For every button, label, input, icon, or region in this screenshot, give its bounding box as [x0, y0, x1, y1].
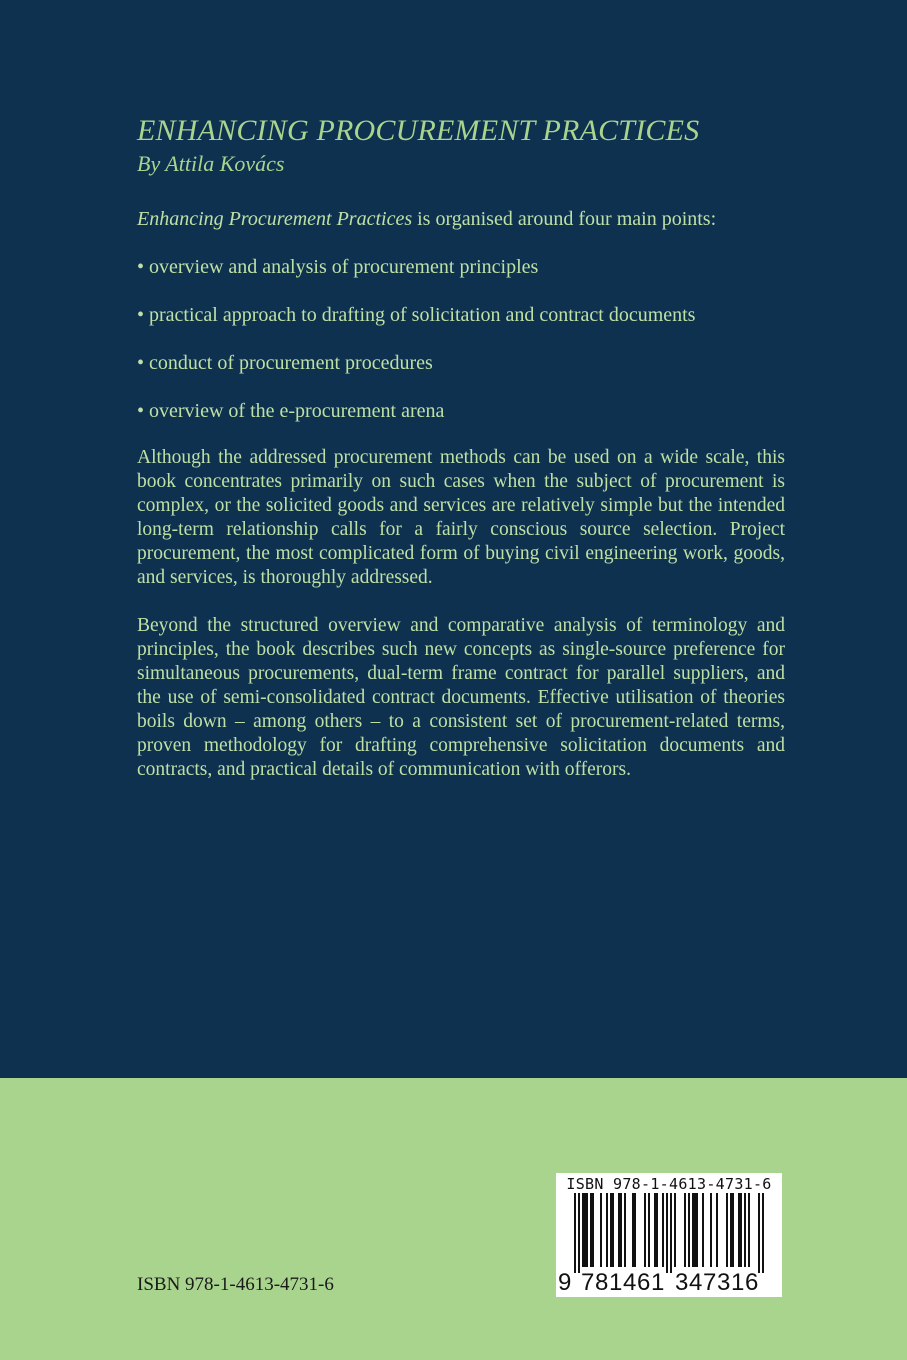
- barcode-bar: [674, 1193, 676, 1267]
- barcode-bar: [744, 1193, 746, 1267]
- barcode-bars: [556, 1193, 782, 1273]
- barcode-bar: [666, 1193, 668, 1273]
- barcode-bar: [656, 1193, 658, 1267]
- barcode-digit: 8: [595, 1269, 609, 1296]
- barcode-digit: 3: [675, 1269, 689, 1296]
- list-item: • overview of the e-procurement arena: [137, 400, 445, 422]
- barcode-bar: [632, 1193, 634, 1267]
- barcode-bar: [730, 1193, 732, 1267]
- barcode-digit: 1: [731, 1269, 745, 1296]
- barcode-digit: 4: [623, 1269, 637, 1296]
- barcode-bar: [624, 1193, 626, 1267]
- barcode-bar: [762, 1193, 764, 1273]
- barcode-bar: [738, 1193, 740, 1267]
- barcode-bar: [606, 1193, 608, 1267]
- list-item: • conduct of procurement procedures: [137, 352, 433, 374]
- key-points-list: [137, 254, 785, 424]
- barcode-bar: [590, 1193, 592, 1267]
- barcode-bar: [740, 1193, 742, 1267]
- barcode-digit: 3: [717, 1269, 731, 1296]
- barcode-bar: [584, 1193, 586, 1267]
- barcode-digit: 1: [651, 1269, 665, 1296]
- barcode-bar: [662, 1193, 664, 1267]
- barcode-digit: 9: [558, 1269, 572, 1296]
- barcode-bar: [620, 1193, 622, 1267]
- barcode-bar: [654, 1193, 656, 1267]
- barcode-bar: [716, 1193, 718, 1267]
- barcode-bar: [692, 1193, 694, 1267]
- barcode-digits: [556, 1269, 782, 1297]
- intro-text: is organised around four main points:: [412, 208, 717, 230]
- barcode-bar: [710, 1193, 712, 1267]
- book-title: ENHANCING PROCUREMENT PRACTICES: [137, 114, 700, 147]
- isbn-label: ISBN 978-1-4613-4731-6: [137, 1274, 334, 1295]
- barcode-bar: [600, 1193, 602, 1267]
- book-author: By Attila Kovács: [137, 151, 285, 176]
- barcode-bar: [618, 1193, 620, 1267]
- barcode-bar: [634, 1193, 636, 1267]
- intro-paragraph: [137, 206, 785, 232]
- barcode-bar: [644, 1193, 646, 1267]
- barcode-bar: [592, 1193, 594, 1267]
- list-item: • practical approach to drafting of solicitation and contract documents: [137, 304, 696, 326]
- barcode-bar: [582, 1193, 584, 1267]
- description-paragraph-2: Beyond the structured overview and comparative analysis of terminology and principles, the book describes such new concepts as single-source preference for simultaneous procurements, dual-term frame contract for parallel suppliers, and the use of semi-consolidated contract documents. Effective utilisation of theories boils down – among others – to a consistent set of procurement-related terms, proven methodology for drafting comprehensive solicitation documents and contracts, and practical details of communication with offerors.: [137, 615, 785, 780]
- barcode-bar: [578, 1193, 580, 1273]
- barcode-digit: 7: [581, 1269, 595, 1296]
- barcode-digit: 4: [689, 1269, 703, 1296]
- barcode-bar: [726, 1193, 728, 1267]
- intro-italic-title: Enhancing Procurement Practices: [137, 208, 413, 230]
- barcode-bar: [670, 1193, 672, 1273]
- back-cover-content: [137, 112, 785, 806]
- barcode-bar: [688, 1193, 690, 1267]
- barcode-bar: [748, 1193, 750, 1267]
- barcode-bar: [696, 1193, 698, 1267]
- barcode-bar: [610, 1193, 612, 1267]
- barcode-digit: 7: [703, 1269, 717, 1296]
- barcode-bar: [758, 1193, 760, 1273]
- barcode-bar: [732, 1193, 734, 1267]
- list-item: • overview and analysis of procurement principles: [137, 256, 539, 278]
- barcode-bar: [694, 1193, 696, 1267]
- barcode-bar: [684, 1193, 686, 1267]
- isbn-barcode: [556, 1173, 782, 1297]
- barcode-bar: [648, 1193, 650, 1267]
- description-paragraph-1: Although the addressed procurement methods can be used on a wide scale, this book concentrates primarily on such cases when the subject of procurement is complex, or the solicited goods and services are relatively simple but the intended long-term relationship calls for a fairly conscious source selection. Project procurement, the most complicated form of buying civil engineering work, goods, and services, is thoroughly addressed.: [137, 447, 785, 588]
- barcode-digit: 1: [609, 1269, 623, 1296]
- barcode-bar: [702, 1193, 704, 1267]
- barcode-bar: [586, 1193, 588, 1267]
- barcode-bar: [612, 1193, 614, 1267]
- barcode-digit: 6: [745, 1269, 759, 1296]
- barcode-isbn-header: ISBN 978-1-4613-4731-6: [566, 1175, 772, 1193]
- barcode-bar: [574, 1193, 576, 1273]
- barcode-digit: 6: [637, 1269, 651, 1296]
